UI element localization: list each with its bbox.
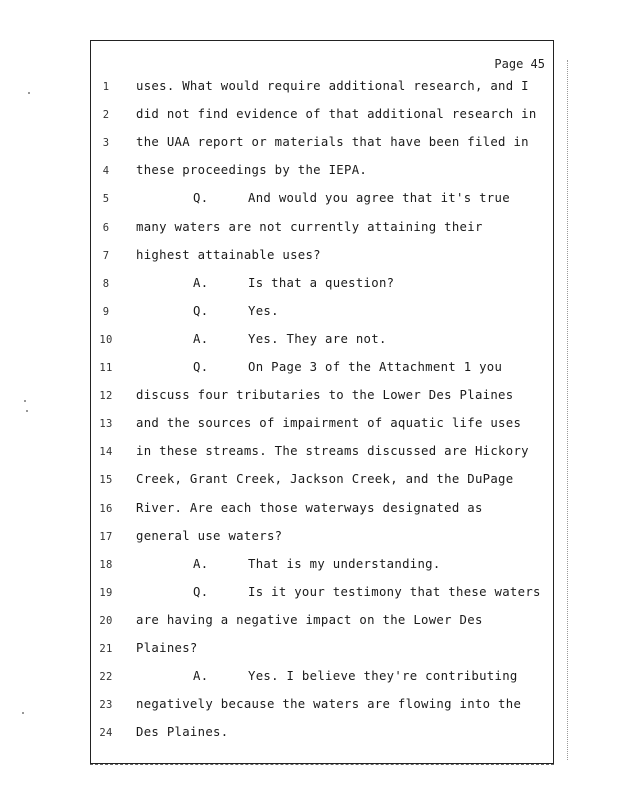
line-number: 17: [99, 530, 113, 543]
transcript-line: [91, 276, 555, 296]
transcript-line: [91, 725, 555, 745]
transcript-line: [91, 669, 555, 689]
speaker-label: A.: [193, 669, 209, 684]
line-text: Creek, Grant Creek, Jackson Creek, and the DuPage: [136, 472, 514, 487]
transcript-line: [91, 304, 555, 324]
page-number: Page 45: [494, 57, 545, 71]
line-text: many waters are not currently attaining their: [136, 219, 483, 234]
line-text: highest attainable uses?: [136, 247, 321, 262]
speaker-label: A.: [193, 556, 209, 571]
line-text: Yes. They are not.: [248, 331, 387, 346]
transcript-line: [91, 641, 555, 661]
speaker-label: A.: [193, 331, 209, 346]
line-text: in these streams. The streams discussed are Hickory: [136, 444, 529, 459]
transcript-line: [91, 472, 555, 492]
transcript-line: [91, 444, 555, 464]
transcript-line: [91, 388, 555, 408]
line-text: Is it your testimony that these waters: [248, 584, 541, 599]
line-number: 15: [99, 474, 113, 487]
transcript-line: [91, 360, 555, 380]
line-text: On Page 3 of the Attachment 1 you: [248, 360, 503, 374]
speaker-label: A.: [193, 275, 209, 290]
line-text: and the sources of impairment of aquatic life uses: [136, 416, 522, 431]
line-number: 6: [102, 221, 110, 234]
line-number: 11: [99, 362, 113, 374]
bottom-rule: [90, 764, 554, 766]
transcript-line: [91, 163, 555, 183]
transcript-line: [91, 191, 555, 211]
scan-speck: [28, 92, 30, 94]
line-number: 10: [99, 333, 113, 346]
speaker-label: Q.: [193, 303, 209, 318]
line-number: 12: [99, 390, 113, 403]
line-text: That is my understanding.: [248, 556, 441, 571]
line-text: Plaines?: [136, 641, 198, 655]
line-number: 1: [102, 81, 110, 93]
transcript-line: [91, 613, 555, 633]
line-number: 16: [99, 502, 113, 515]
transcript-line: [91, 332, 555, 352]
line-text: Is that a question?: [248, 275, 395, 290]
line-text: Yes. I believe they're contributing: [248, 669, 518, 684]
transcript-line: [91, 248, 555, 268]
transcript-line: [91, 416, 555, 436]
line-text: discuss four tributaries to the Lower Des Plaines: [136, 388, 514, 403]
line-number: 23: [99, 699, 113, 712]
transcript-line: [91, 107, 555, 127]
transcript-page: [90, 40, 554, 764]
line-text: the UAA report or materials that have been filed in: [136, 135, 529, 150]
transcript-line: [91, 501, 555, 521]
transcript-line: [91, 557, 555, 577]
side-dotted-line: [567, 60, 570, 760]
line-number: 18: [99, 558, 113, 571]
line-number: 9: [102, 305, 110, 318]
scan-speck: [24, 400, 26, 402]
line-number: 4: [102, 165, 110, 178]
transcript-line: [91, 697, 555, 717]
line-text: did not find evidence of that additional research in: [136, 107, 537, 122]
transcript-line: [91, 529, 555, 549]
line-number: 7: [102, 249, 110, 262]
line-text: general use waters?: [136, 528, 283, 543]
line-text: these proceedings by the IEPA.: [136, 163, 368, 178]
transcript-line: [91, 585, 555, 605]
speaker-label: Q.: [193, 191, 209, 206]
line-number: 3: [102, 137, 110, 150]
line-number: 2: [102, 109, 110, 122]
line-number: 8: [102, 277, 110, 290]
line-number: 13: [99, 418, 113, 431]
line-number: 21: [99, 643, 113, 655]
scan-speck: [22, 712, 24, 714]
line-text: River. Are each those waterways designated as: [136, 500, 483, 515]
line-number: 19: [99, 586, 113, 599]
transcript-line: [91, 220, 555, 240]
line-number: 5: [102, 193, 110, 206]
transcript-line: [91, 79, 555, 99]
line-text: negatively because the waters are flowing into the: [136, 697, 522, 712]
line-number: 22: [99, 671, 113, 684]
speaker-label: Q.: [193, 584, 209, 599]
line-number: 20: [99, 614, 113, 627]
line-number: 14: [99, 446, 113, 459]
line-number: 24: [99, 727, 113, 740]
speaker-label: Q.: [193, 360, 209, 374]
line-text: uses. What would require additional research, and I: [136, 79, 529, 93]
line-text: Des Plaines.: [136, 725, 229, 740]
scan-speck: [26, 410, 28, 412]
transcript-line: [91, 135, 555, 155]
line-text: Yes.: [248, 303, 279, 318]
line-text: are having a negative impact on the Lower Des: [136, 612, 483, 627]
line-text: And would you agree that it's true: [248, 191, 510, 206]
